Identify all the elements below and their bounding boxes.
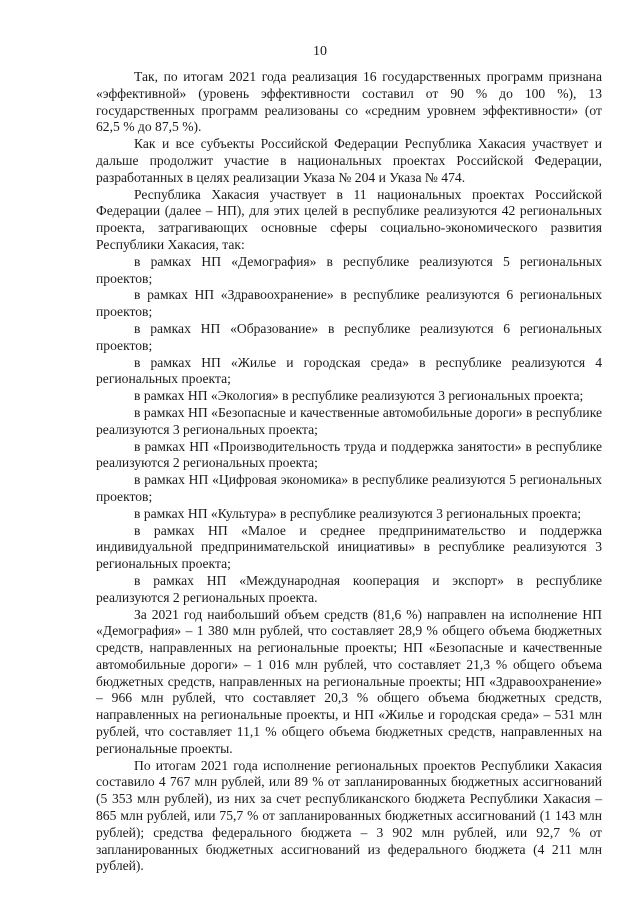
list-item-export: в рамках НП «Международная кооперация и экспорт» в республике реализуются 2 региональных проекта.	[96, 572, 602, 605]
list-item-healthcare: в рамках НП «Здравоохранение» в республике реализуются 6 региональных проектов;	[96, 287, 602, 320]
list-item-roads: в рамках НП «Безопасные и качественные автомобильные дороги» в республике реализуются 3 региональных проекта;	[96, 404, 602, 437]
list-item-demography: в рамках НП «Демография» в республике реализуются 5 региональных проектов;	[96, 253, 602, 286]
list-item-education: в рамках НП «Образование» в республике реализуются 6 региональных проектов;	[96, 320, 602, 353]
document-body	[96, 69, 602, 875]
list-item-culture: в рамках НП «Культура» в республике реализуются 3 региональных проекта;	[134, 505, 582, 521]
list-item-housing: в рамках НП «Жилье и городская среда» в республике реализуются 4 региональных проекта;	[96, 354, 602, 387]
list-item-labor-productivity: в рамках НП «Производительность труда и поддержка занятости» в республике реализуются 2 региональных проекта;	[96, 438, 602, 471]
paragraph-execution-results: По итогам 2021 года исполнение региональных проектов Республики Хакасия составило 4 767 млн рублей, или 89 % от запланированных бюджетных ассигнований (5 353 млн рублей), из них за счет республиканского бюджета Республики Хакасия – 865 млн рублей, или 75,7 % от запланированных бюджетных ассигнований (1 143 млн рублей); средства федерального бюджета – 3 902 млн рублей, или 92,7 % от запланированных бюджетных ассигнований из федерального бюджета (4 211 млн рублей).	[96, 757, 602, 874]
paragraph-funding-2021: За 2021 год наибольший объем средств (81,6 %) направлен на исполнение НП «Демография» – 1 380 млн рублей, что составляет 28,9 % общего объема бюджетных средств, направленных на региональные проекты; НП «Безопасные и качественные автомобильные дороги» – 1 016 млн рублей, что составляет 21,3 % общего объема бюджетных средств, направленных на региональные проекты; НП «Здравоохранение» – 966 млн рублей, что составляет 20,3 % общего объема бюджетных средств, направленных на региональные проекты, и НП «Жилье и городская среда» – 531 млн рублей, что составляет 11,1 % общего объема бюджетных средств, направленных на региональные проекты.	[96, 606, 602, 756]
page-number: 10	[313, 44, 327, 59]
list-item-digital-economy: в рамках НП «Цифровая экономика» в республике реализуются 5 региональных проектов;	[96, 472, 602, 504]
list-item-ecology: в рамках НП «Экология» в республике реализуются 3 региональных проекта;	[134, 388, 584, 404]
list-item-small-business: в рамках НП «Малое и среднее предпринимательство и поддержка индивидуальной предпринимательской инициативы» в республике реализуются 3 региональных проекта;	[96, 522, 602, 572]
paragraph-program-efficiency: Так, по итогам 2021 года реализация 16 государственных программ признана «эффективной» (уровень эффективности составил от 90 % до 100 %), 13 государственных программ реализованы со «средним уровнем эффективности» (от 62,5 % до 87,5 %).	[96, 69, 602, 135]
paragraph-projects-overview: Республика Хакасия участвует в 11 национальных проектах Российской Федерации (далее – НП), для этих целей в республике реализуются 42 региональных проекта, затрагивающих основные сферы социально-экономического развития Республики Хакасия, так:	[96, 186, 602, 252]
paragraph-national-projects-participation: Как и все субъекты Российской Федерации Республика Хакасия участвует и дальше продолжит участие в национальных проектах Российской Федерации, разработанных в целях реализации Указа № 204 и Указа № 474.	[96, 136, 602, 185]
